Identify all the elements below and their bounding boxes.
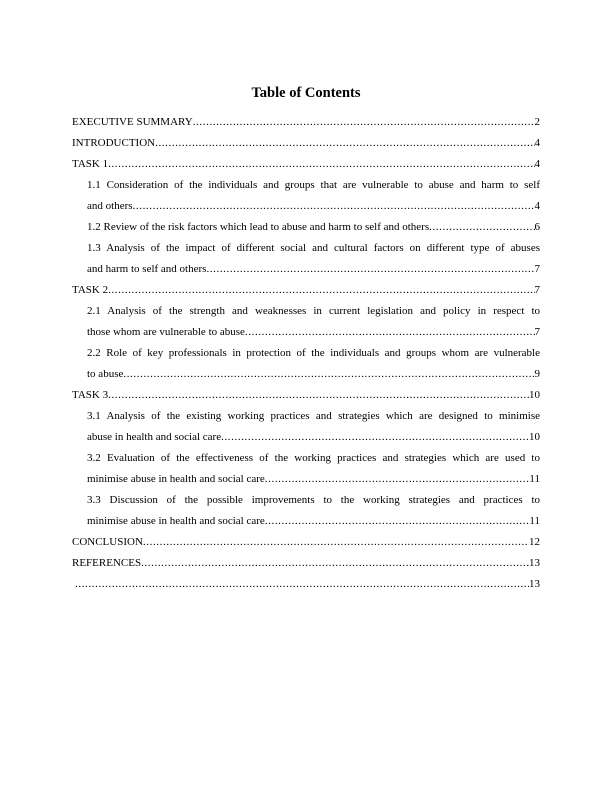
toc-page-number: 10 — [529, 431, 540, 443]
dot-leader — [193, 112, 535, 133]
toc-page-number: 11 — [529, 473, 540, 485]
toc-entry-label-line1: 1.3 Analysis of the impact of different social and cultural factors on different type of abuses — [87, 242, 540, 254]
toc-entry-conclusion[interactable] — [72, 532, 540, 553]
toc-entry-label: CONCLUSION — [72, 536, 143, 548]
toc-entry-label: abuse in health and social care — [87, 431, 222, 443]
toc-page-number: 4 — [534, 200, 540, 212]
dot-leader — [108, 385, 529, 406]
toc-page-number: 13 — [529, 557, 540, 569]
dot-leader — [265, 511, 530, 532]
toc-entry-label-line1: 3.2 Evaluation of the effectiveness of the working practices and strategies which are used to — [87, 452, 540, 464]
dot-leader — [429, 217, 534, 238]
toc-entry-2-2[interactable] — [72, 343, 540, 385]
toc-page-number: 7 — [534, 326, 540, 338]
toc-entry-1-2[interactable] — [72, 217, 540, 238]
dot-leader — [141, 553, 529, 574]
toc-entry-label: REFERENCES — [72, 557, 142, 569]
toc-entry-3-3[interactable] — [72, 490, 540, 532]
dot-leader — [123, 364, 534, 385]
toc-entry-references[interactable] — [72, 553, 540, 574]
toc-entry-label-line1: 3.3 Discussion of the possible improvements to the working strategies and practices to — [87, 494, 540, 506]
dot-leader — [108, 154, 534, 175]
toc-entry-label: TASK 3 — [72, 389, 109, 401]
toc-page-number: 11 — [529, 515, 540, 527]
dot-leader — [155, 133, 534, 154]
toc-entry-1-3[interactable] — [72, 238, 540, 280]
toc-entry-task-2[interactable] — [72, 280, 540, 301]
toc-page-number: 6 — [534, 221, 540, 233]
toc-entry-3-2[interactable] — [72, 448, 540, 490]
dot-leader — [265, 469, 530, 490]
toc-entry-label: and others — [87, 200, 133, 212]
toc-entry-label: to abuse — [87, 368, 124, 380]
toc-title: Table of Contents — [251, 85, 361, 101]
toc-entry-executive-summary[interactable] — [72, 112, 540, 133]
toc-page-number: 12 — [529, 536, 540, 548]
toc-page-number: 2 — [534, 116, 540, 128]
toc-page-number: 9 — [534, 368, 540, 380]
toc-entry-label-line1: 3.1 Analysis of the existing working practices and strategies which are designed to minimise — [87, 410, 540, 422]
dot-leader — [206, 259, 534, 280]
toc-page-number: 13 — [529, 578, 540, 590]
dot-leader — [245, 322, 535, 343]
table-of-contents — [72, 112, 540, 595]
toc-entry-label: those whom are vulnerable to abuse — [87, 326, 245, 338]
toc-page-number: 10 — [529, 389, 540, 401]
toc-page-number: 4 — [534, 137, 540, 149]
toc-entry-label: and harm to self and others — [87, 263, 207, 275]
toc-entry-1-1[interactable] — [72, 175, 540, 217]
dot-leader — [143, 532, 529, 553]
toc-entry-label-line1: 1.1 Consideration of the individuals and groups that are vulnerable to abuse and harm to self — [87, 179, 540, 191]
toc-entry-2-1[interactable] — [72, 301, 540, 343]
dot-leader — [75, 574, 529, 595]
toc-page-number: 7 — [534, 284, 540, 296]
toc-entry-untitled[interactable] — [72, 574, 540, 595]
toc-entry-3-1[interactable] — [72, 406, 540, 448]
toc-entry-label: TASK 1 — [72, 158, 109, 170]
dot-leader — [221, 427, 529, 448]
toc-entry-label-line1: 2.1 Analysis of the strength and weaknesses in current legislation and policy in respect to — [87, 305, 540, 317]
toc-entry-introduction[interactable] — [72, 133, 540, 154]
toc-page-number: 7 — [534, 263, 540, 275]
toc-entry-label: minimise abuse in health and social care — [87, 515, 265, 527]
toc-entry-label: minimise abuse in health and social care — [87, 473, 265, 485]
toc-entry-label: EXECUTIVE SUMMARY — [72, 116, 193, 128]
toc-entry-label-line1: 2.2 Role of key professionals in protection of the individuals and groups whom are vulnerable — [87, 347, 540, 359]
toc-entry-task-1[interactable] — [72, 154, 540, 175]
toc-entry-label: INTRODUCTION — [72, 137, 156, 149]
dot-leader — [108, 280, 534, 301]
toc-entry-task-3[interactable] — [72, 385, 540, 406]
toc-page-number: 4 — [534, 158, 540, 170]
dot-leader — [133, 196, 535, 217]
toc-entry-label: 1.2 Review of the risk factors which lead to abuse and harm to self and others — [87, 221, 430, 233]
toc-entry-label: TASK 2 — [72, 284, 109, 296]
